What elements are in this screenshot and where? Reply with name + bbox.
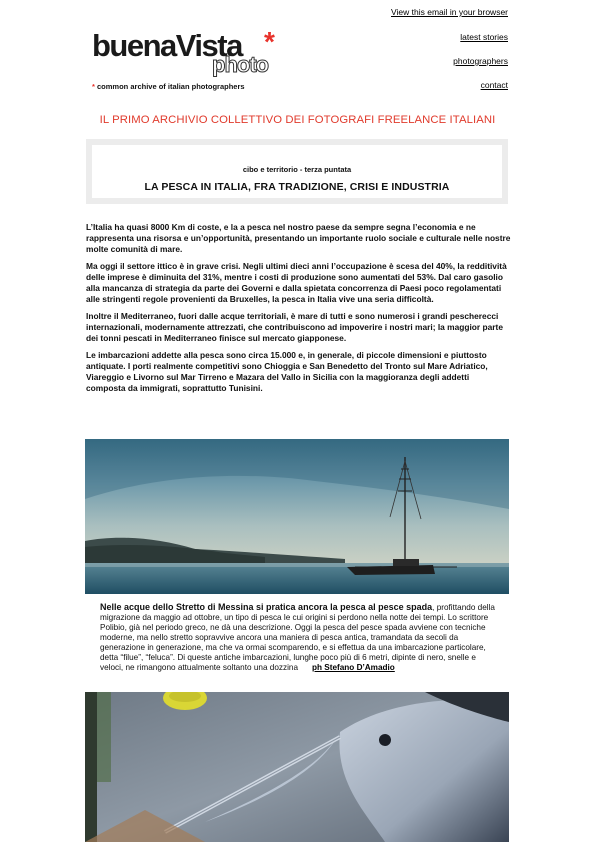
contact-link[interactable]: contact: [480, 80, 508, 90]
buenavista-logo[interactable]: [92, 26, 292, 92]
intro-box: [86, 139, 508, 204]
swordfish-photo-image: [85, 692, 509, 842]
tagline-asterisk-icon: *: [92, 82, 95, 91]
caption-lead: Nelle acque dello Stretto di Messina si pratica ancora la pesca al pesce spada: [100, 602, 433, 612]
story-title: LA PESCA IN ITALIA, FRA TRADIZIONE, CRISI E INDUSTRIA: [144, 181, 450, 193]
photo-swordfish-catch[interactable]: [85, 692, 509, 842]
photo-caption: [100, 602, 498, 673]
article-paragraph: Ma oggi il settore ittico è in grave crisi. Negli ultimi dieci anni l’occupazione è scesa del 40%, la redditività delle imprese è diminuita del 31%, mentre i costi di produzione sono aumentati del 53%. Dal caro gasolio alla mancanza di strategia da parte dei Governi e dalla spietata concorrenza di Paesi poco regolamentati alle stringenti regole provenienti da Bruxelles, la pesca in Italia vive una seria difficoltà.: [86, 261, 507, 304]
logo-photo-word: photo: [212, 52, 269, 77]
article-paragraph: Inoltre il Mediterraneo, fuori dalle acque territoriali, è mare di tutti e sono numerosi i grandi pescherecci internazionali, modernamente attrezzati, che contribuiscono ad impoverire i nostri mari; la maggior parte dei tonni pescati in Mediterraneo finisce sul mercato giapponese.: [86, 311, 503, 343]
tagline-text: common archive of italian photographers: [97, 82, 245, 91]
intro-box-inner: [92, 145, 502, 198]
article-paragraph: Le imbarcazioni addette alla pesca sono circa 15.000 e, in generale, di piccole dimensioni e piuttosto antiquate. I porti realmente competitivi sono Chioggia e San Benedetto del Tronto sul Mare Adriatico, Viareggio e Livorno sul Mar Tirreno e Mazara del Vallo in Sicilia con la maggioranza degli addetti composta da immigrati, soprattutto Tunisini.: [86, 350, 488, 393]
article-body: [86, 222, 511, 400]
latest-stories-link[interactable]: latest stories: [460, 32, 508, 42]
caption-text: , profittando della migrazione da maggio ad ottobre, un tipo di pesca le cui origini si perdono nella notte dei tempi. Lo scrittore Polibio, già nel periodo greco, ne dà una descrizione. Oggi la pesca del pesce spada avviene con tecniche moderne, ma nello stretto sopravvive ancora una maniera di pesca antica, tramandata da secoli da generazione in generazione, ma che va ormai scomparendo, e si effettua da una imbarcazione particolare, detta “filue”, “feluca”. Di queste antiche imbarcazioni, lunghe poco più di 6 metri, dipinte di nero, snelle e veloci, ne rimangono attualmente soltanto una dozzina: [100, 603, 495, 672]
view-in-browser-link[interactable]: View this email in your browser: [391, 7, 508, 17]
boat-photo-image: [85, 439, 509, 594]
logo-tagline: [92, 82, 245, 91]
logo-asterisk-icon: *: [264, 26, 275, 57]
page-headline: IL PRIMO ARCHIVIO COLLETTIVO DEI FOTOGRAFI FREELANCE ITALIANI: [99, 114, 496, 126]
logo-wordmark: buenaVista: [92, 28, 242, 63]
photographers-link[interactable]: photographers: [453, 56, 508, 66]
photo-swordfish-boat[interactable]: [85, 439, 509, 594]
photo-credit-link[interactable]: ph Stefano D’Amadio: [312, 663, 395, 672]
article-paragraph: L’Italia ha quasi 8000 Km di coste, e la a pesca nel nostro paese da sempre segna l’economia e ne rappresenta una risorsa e un’opportunità, presentando un importante ruolo sociale e culturale nelle nostre molte comunità di mare.: [86, 222, 511, 254]
story-kicker: cibo e territorio - terza puntata: [242, 165, 352, 174]
